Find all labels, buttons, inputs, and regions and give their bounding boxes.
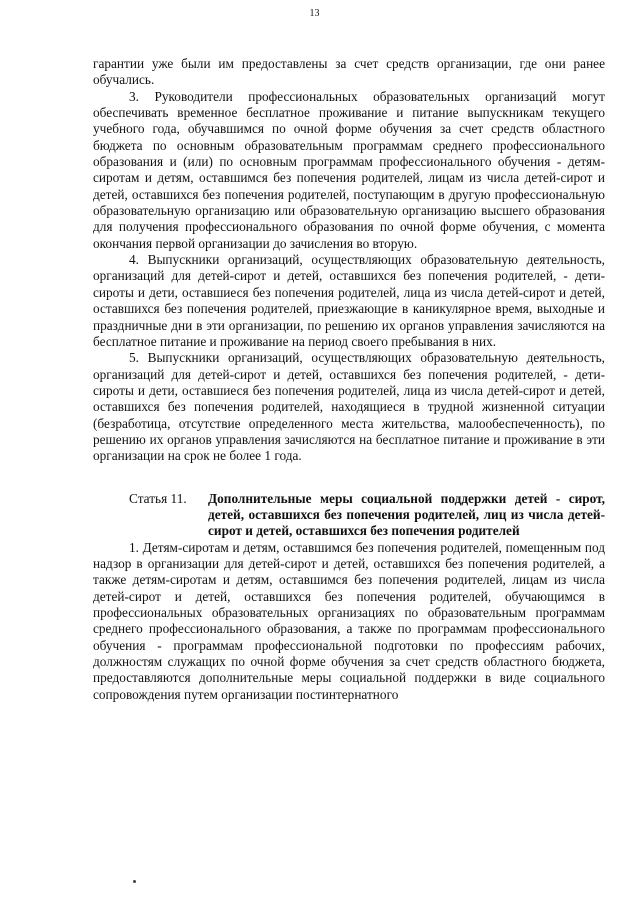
document-body xyxy=(93,56,605,703)
paragraph-item-3: 3. Руководители профессиональных образовательных организаций могут обеспечивать временное бесплатное проживание и питание выпускникам текущего учебного года, обучавшимся по очной форме обучения за счет средств областного бюджета по основным образовательным программам среднего профессионального образования и (или) по основным программам профессионального обучения - детям-сиротам и детям, оставшимся без попечения родителей, лицам из числа детей-сирот и детей, оставшихся без попечения родителей, поступающим в другую профессиональную образовательную организацию или образовательную организацию высшего образования для получения профессионального образования по очной форме обучения, с момента окончания первой организации до зачисления во вторую. xyxy=(93,88,605,251)
paragraph-continuation: гарантии уже были им предоставлены за счет средств организации, где они ранее обучались. xyxy=(93,56,605,88)
scan-speck xyxy=(133,880,136,883)
article-title: Дополнительные меры социальной поддержки детей - сирот, детей, оставшихся без попечения родителей, лиц из числа детей-сирот и детей, оставшихся без попечения родителей xyxy=(208,490,605,539)
article-heading xyxy=(93,491,605,540)
article-paragraph-1: 1. Детям-сиротам и детям, оставшимся без попечения родителей, помещенным под надзор в организации для детей-сирот и детей, оставшихся без попечения родителей, а также детям-сиротам и детям, оставшимся без попечения родителей, лицам из числа детей-сирот и детей, оставшихся без попечения родителей, обучающимся в профессиональных образовательных организациях по образовательным программам среднего профессионального образования, а также по программам профессионального обучения - программам профессиональной подготовки по профессиям рабочих, должностям служащих по очной форме обучения за счет средств областного бюджета, предоставляются дополнительные меры социальной поддержки в виде социального сопровождения путем организации постинтернатного xyxy=(93,539,605,702)
page-number: 13 xyxy=(309,8,320,19)
paragraph-item-5: 5. Выпускники организаций, осуществляющих образовательную деятельность, организаций для детей-сирот и детей, оставшихся без попечения родителей, - дети-сироты и дети, оставшиеся без попечения родителей, лица из числа детей-сирот и детей, оставшихся без попечения родителей, находящиеся в трудной жизненной ситуации (безработица, отсутствие определенного места жительства, малообеспеченность), по решению их органов управления зачисляются на бесплатное питание и проживание в эти организации на срок не более 1 года. xyxy=(93,350,605,464)
article-label: Статья 11. xyxy=(129,490,187,506)
paragraph-item-4: 4. Выпускники организаций, осуществляющих образовательную деятельность, организаций для детей-сирот и детей, оставшихся без попечения родителей, - дети-сироты и дети, оставшиеся без попечения родителей, лица из числа детей-сирот и детей, оставшихся без попечения родителей, приезжающие в каникулярное время, выходные и праздничные дни в эти организации, по решению их органов управления зачисляются на бесплатное питание и проживание на период своего пребывания в них. xyxy=(93,252,605,349)
